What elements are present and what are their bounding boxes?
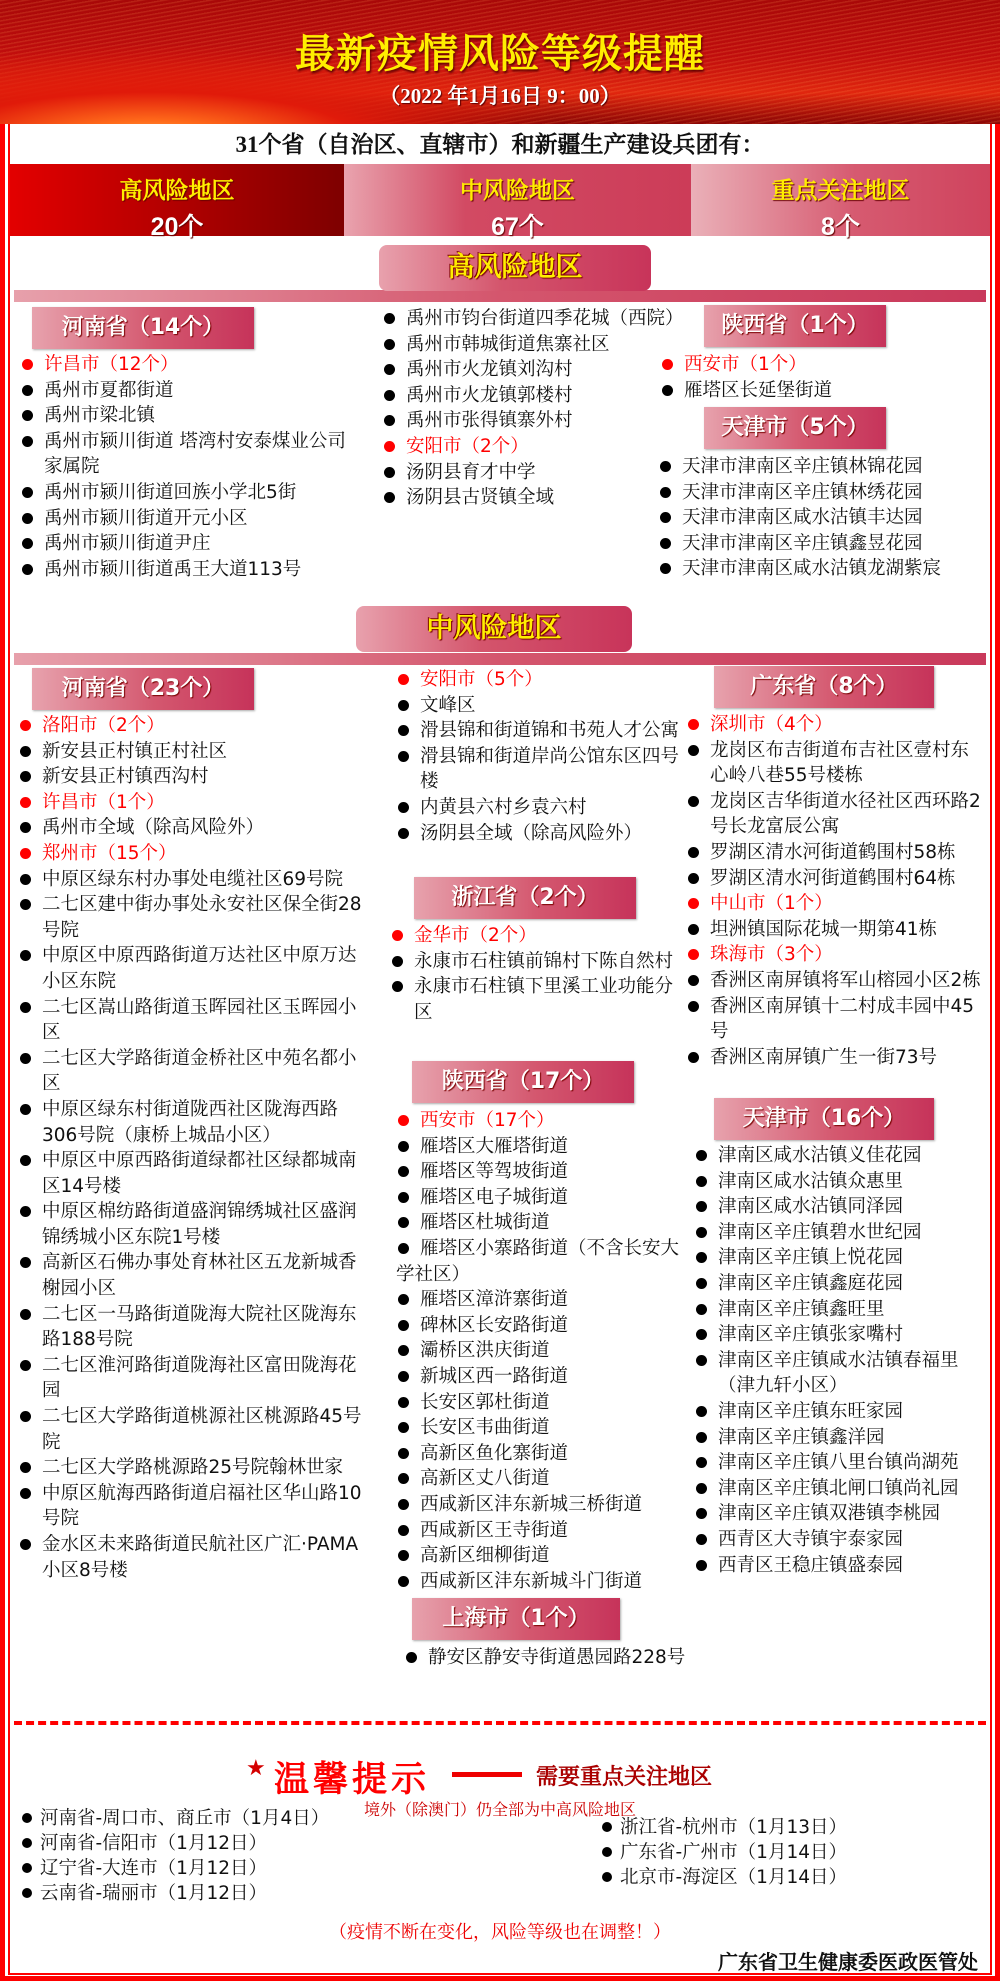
city-heading: 中山市（1个） — [686, 891, 986, 917]
mid-risk-henan-list — [18, 713, 364, 1583]
list-item: 汤阴县全域（除高风险外） — [396, 821, 686, 847]
list-item: 雁塔区杜城街道 — [396, 1210, 696, 1236]
issuer-signature: 广东省卫生健康委医政医管处 — [718, 1950, 978, 1974]
list-item: 津南区辛庄镇碧水世纪园 — [694, 1220, 990, 1246]
list-item: 禹州市张得镇寨外村 — [382, 408, 682, 434]
list-item: 长安区韦曲街道 — [396, 1415, 696, 1441]
high-risk-henan-list-cont — [382, 306, 682, 511]
list-item: 禹州市钧台街道四季花城（西院） — [382, 306, 682, 332]
update-date: （2022 年1月16日 9：00） — [379, 84, 621, 108]
province-header: 河南省（14个） — [32, 307, 254, 349]
list-item: 天津市津南区咸水沽镇龙湖紫宸 — [658, 556, 988, 582]
list-item: 禹州市颍川街道回族小学北5街 — [20, 480, 360, 506]
list-item: 二七区大学路街道桃源社区桃源路45号院 — [18, 1404, 364, 1455]
province-header: 广东省（8个） — [714, 666, 934, 708]
list-item: 二七区建中街办事处永安社区保全街28号院 — [18, 892, 364, 943]
summary-label: 高风险地区 — [119, 178, 235, 203]
list-item: 香洲区南屏镇将军山榕园小区2栋 — [686, 968, 986, 994]
list-item: 河南省-信阳市（1月12日） — [18, 1831, 329, 1856]
summary-mid-risk — [344, 164, 691, 241]
list-item: 津南区辛庄镇上悦花园 — [694, 1245, 990, 1271]
city-heading: 许昌市（12个） — [20, 352, 360, 378]
list-item: 天津市津南区辛庄镇林绣花园 — [658, 480, 988, 506]
list-item: 津南区咸水沽镇义佳花园 — [694, 1143, 990, 1169]
tips-subtitle: 需要重点关注地区 — [536, 1765, 713, 1790]
list-item: 禹州市颍川街道开元小区 — [20, 506, 360, 532]
city-heading: 西安市（1个） — [660, 352, 980, 378]
summary-key-attention — [691, 164, 990, 241]
city-heading: 洛阳市（2个） — [18, 713, 364, 739]
list-item: 津南区咸水沽镇同泽园 — [694, 1194, 990, 1220]
high-risk-tianjin-list — [658, 454, 988, 582]
mid-risk-henan-list-cont — [396, 667, 686, 846]
list-item: 雁塔区大雁塔街道 — [396, 1134, 696, 1160]
list-item: 雁塔区小寨路街道（不含长安大学社区） — [396, 1236, 696, 1287]
list-item: 禹州市全域（除高风险外） — [18, 815, 364, 841]
province-header: 浙江省（2个） — [414, 877, 636, 919]
star-icon: ★ — [246, 1756, 266, 1781]
province-header: 上海市（1个） — [412, 1598, 620, 1640]
province-header: 陕西省（1个） — [704, 305, 886, 347]
city-heading: 安阳市（2个） — [382, 434, 682, 460]
province-header: 天津市（5个） — [704, 407, 886, 449]
list-item: 滑县锦和街道锦和书苑人才公寓 — [396, 718, 686, 744]
list-item: 二七区一马路街道陇海大院社区陇海东路188号院 — [18, 1302, 364, 1353]
list-item: 新安县正村镇西沟村 — [18, 764, 364, 790]
list-item: 雁塔区电子城街道 — [396, 1185, 696, 1211]
list-item: 香洲区南屏镇十二村成丰园中45号 — [686, 994, 986, 1045]
list-item: 香洲区南屏镇广生一街73号 — [686, 1045, 986, 1071]
city-heading: 金华市（2个） — [390, 923, 680, 949]
list-item: 津南区咸水沽镇众惠里 — [694, 1169, 990, 1195]
list-item: 中原区棉纺路街道盛润锦绣城社区盛润锦绣城小区东院1号楼 — [18, 1199, 364, 1250]
list-item: 津南区辛庄镇张家嘴村 — [694, 1322, 990, 1348]
list-item: 碑林区长安路街道 — [396, 1313, 696, 1339]
list-item: 津南区辛庄镇东旺家园 — [694, 1399, 990, 1425]
list-item: 灞桥区洪庆街道 — [396, 1338, 696, 1364]
list-item: 河南省-周口市、商丘市（1月4日） — [18, 1806, 329, 1831]
tips-title: 温馨提示 — [274, 1760, 431, 1800]
list-item: 金水区未来路街道民航社区广汇·PAMA小区8号楼 — [18, 1532, 364, 1583]
high-risk-shaanxi-list — [660, 352, 980, 403]
list-item: 浙江省-杭州市（1月13日） — [598, 1815, 847, 1840]
list-item: 中原区绿东村街道陇西社区陇海西路306号院（康桥上城品小区） — [18, 1097, 364, 1148]
risk-summary — [10, 164, 990, 241]
list-item: 坦洲镇国际花城一期第41栋 — [686, 917, 986, 943]
list-item: 罗湖区清水河街道鹤围村58栋 — [686, 840, 986, 866]
list-item: 津南区辛庄镇双港镇李桃园 — [694, 1501, 990, 1527]
province-header: 陕西省（17个） — [412, 1061, 634, 1103]
list-item: 永康市石柱镇前锦村下陈自然村 — [390, 949, 680, 975]
city-heading: 安阳市（5个） — [396, 667, 686, 693]
tips-note: 境外（除澳门）仍全部为中高风险地区 — [363, 1800, 636, 1819]
list-item: 中原区航海西路街道启福社区华山路10号院 — [18, 1481, 364, 1532]
list-item: 二七区大学路桃源路25号院翰林世家 — [18, 1455, 364, 1481]
list-item: 龙岗区吉华街道水径社区西环路2号长龙富辰公寓 — [686, 789, 986, 840]
list-item: 禹州市颍川街道 塔湾村安泰煤业公司家属院 — [20, 429, 360, 480]
list-item: 西青区王稳庄镇盛泰园 — [694, 1553, 990, 1579]
list-item: 西咸新区沣东新城斗门街道 — [396, 1569, 696, 1595]
key-attention-list-left — [18, 1806, 329, 1906]
section-bar — [14, 290, 986, 302]
mid-risk-shanghai-list — [404, 1645, 694, 1671]
list-item: 禹州市韩城街道焦寨社区 — [382, 332, 682, 358]
list-item: 滑县锦和街道岸尚公馆东区四号楼 — [396, 744, 686, 795]
list-item: 中原区绿东村办事处电缆社区69号院 — [18, 867, 364, 893]
list-item: 内黄县六村乡袁六村 — [396, 795, 686, 821]
summary-count: 8个 — [821, 213, 860, 241]
list-item: 禹州市梁北镇 — [20, 403, 360, 429]
list-item: 中原区中原西路街道万达社区中原万达小区东院 — [18, 943, 364, 994]
city-heading: 西安市（17个） — [396, 1108, 696, 1134]
list-item: 禹州市火龙镇郭楼村 — [382, 383, 682, 409]
list-item: 西咸新区沣东新城三桥街道 — [396, 1492, 696, 1518]
city-heading: 郑州市（15个） — [18, 841, 364, 867]
list-item: 新安县正村镇正村社区 — [18, 739, 364, 765]
list-item: 天津市津南区辛庄镇鑫昱花园 — [658, 531, 988, 557]
list-item: 津南区辛庄镇咸水沽镇春福里（津九轩小区） — [694, 1348, 990, 1399]
list-item: 津南区辛庄镇鑫洋园 — [694, 1425, 990, 1451]
list-item: 高新区石佛办事处育林社区五龙新城香榭园小区 — [18, 1250, 364, 1301]
tips-dash — [452, 1772, 522, 1777]
mid-risk-zhejiang-list — [390, 923, 680, 1025]
province-header: 天津市（16个） — [714, 1098, 934, 1140]
mid-risk-tianjin-list — [694, 1143, 990, 1578]
hero-banner — [0, 0, 1000, 124]
list-item: 天津市津南区辛庄镇林锦花园 — [658, 454, 988, 480]
list-item: 禹州市夏都街道 — [20, 378, 360, 404]
high-risk-henan-list — [20, 352, 360, 582]
province-header: 河南省（23个） — [32, 668, 254, 710]
page-title: 最新疫情风险等级提醒 — [295, 31, 705, 76]
list-item: 雁塔区长延堡街道 — [660, 378, 980, 404]
key-attention-list-right — [598, 1815, 847, 1890]
city-heading: 许昌市（1个） — [18, 790, 364, 816]
summary-count: 20个 — [150, 213, 204, 241]
list-item: 二七区嵩山路街道玉晖园社区玉晖园小区 — [18, 995, 364, 1046]
list-item: 禹州市颍川街道禹王大道113号 — [20, 557, 360, 583]
list-item: 雁塔区漳浒寨街道 — [396, 1287, 696, 1313]
section-bar — [14, 653, 986, 665]
list-item: 天津市津南区咸水沽镇丰达园 — [658, 505, 988, 531]
list-item: 文峰区 — [396, 693, 686, 719]
list-item: 津南区辛庄镇八里台镇尚湖苑 — [694, 1450, 990, 1476]
dashed-divider — [14, 1721, 986, 1725]
list-item: 辽宁省-大连市（1月12日） — [18, 1856, 329, 1881]
list-item: 新城区西一路街道 — [396, 1364, 696, 1390]
list-item: 西咸新区王寺街道 — [396, 1518, 696, 1544]
summary-count: 67个 — [491, 213, 544, 241]
list-item: 二七区淮河路街道陇海社区富田陇海花园 — [18, 1353, 364, 1404]
list-item: 禹州市颍川街道尹庄 — [20, 531, 360, 557]
list-item: 津南区辛庄镇鑫庭花园 — [694, 1271, 990, 1297]
summary-high-risk — [10, 164, 344, 241]
list-item: 禹州市火龙镇刘沟村 — [382, 357, 682, 383]
list-item: 高新区鱼化寨街道 — [396, 1441, 696, 1467]
list-item: 津南区辛庄镇北闸口镇尚礼园 — [694, 1476, 990, 1502]
section-title-mid-risk: 中风险地区 — [356, 606, 632, 652]
list-item: 高新区细柳街道 — [396, 1543, 696, 1569]
city-heading: 深圳市（4个） — [686, 712, 986, 738]
list-item: 北京市-海淀区（1月14日） — [598, 1865, 847, 1890]
list-item: 汤阴县古贤镇全域 — [382, 485, 682, 511]
list-item: 永康市石柱镇下里溪工业功能分区 — [390, 974, 680, 1025]
list-item: 广东省-广州市（1月14日） — [598, 1840, 847, 1865]
list-item: 津南区辛庄镇鑫旺里 — [694, 1297, 990, 1323]
list-item: 二七区大学路街道金桥社区中苑名都小区 — [18, 1046, 364, 1097]
mid-risk-guangdong-list — [686, 712, 986, 1070]
mid-risk-shaanxi-list — [396, 1108, 696, 1594]
list-item: 长安区郭杜街道 — [396, 1390, 696, 1416]
list-item: 高新区丈八街道 — [396, 1466, 696, 1492]
list-item: 罗湖区清水河街道鹤围村64栋 — [686, 866, 986, 892]
list-item: 云南省-瑞丽市（1月12日） — [18, 1881, 329, 1906]
list-item: 静安区静安寺街道愚园路228号 — [404, 1645, 694, 1671]
list-item: 中原区中原西路街道绿都社区绿都城南区14号楼 — [18, 1148, 364, 1199]
list-item: 西青区大寺镇宇泰家园 — [694, 1527, 990, 1553]
summary-label: 中风险地区 — [460, 178, 575, 203]
warning-text: （疫情不断在变化，风险等级也在调整！） — [329, 1922, 671, 1943]
city-heading: 珠海市（3个） — [686, 942, 986, 968]
page-subtitle: 31个省（自治区、直辖市）和新疆生产建设兵团有： — [10, 124, 990, 164]
list-item: 汤阴县育才中学 — [382, 460, 682, 486]
list-item: 雁塔区等驾坡街道 — [396, 1159, 696, 1185]
list-item: 龙岗区布吉街道布吉社区壹村东心岭八巷55号楼栋 — [686, 738, 986, 789]
section-title-high-risk: 高风险地区 — [379, 245, 651, 291]
summary-label: 重点关注地区 — [771, 178, 910, 203]
